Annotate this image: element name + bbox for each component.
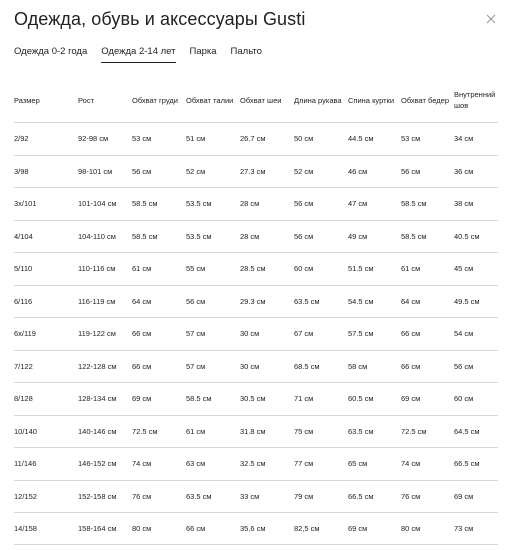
cell-waist: 51 см	[186, 123, 240, 156]
cell-neck: 33 см	[240, 480, 294, 513]
cell-inseam: 40.5 см	[454, 220, 498, 253]
cell-sleeve: 79 см	[294, 480, 348, 513]
header-hips: Обхват бедер	[401, 80, 454, 123]
cell-size: 7/122	[14, 350, 78, 383]
cell-back: 66.5 см	[348, 480, 401, 513]
table-row	[14, 448, 498, 481]
table-header-row	[14, 80, 498, 123]
cell-inseam: 60 см	[454, 383, 498, 416]
cell-inseam: 38 см	[454, 188, 498, 221]
cell-chest: 53 см	[132, 123, 186, 156]
cell-hips: 80 см	[401, 513, 454, 545]
table-row	[14, 220, 498, 253]
cell-height: 104-110 см	[78, 220, 132, 253]
cell-waist: 55 см	[186, 253, 240, 286]
table-row	[14, 123, 498, 156]
cell-waist: 53.5 см	[186, 188, 240, 221]
cell-hips: 58.5 см	[401, 188, 454, 221]
cell-sleeve: 71 см	[294, 383, 348, 416]
cell-waist: 57 см	[186, 318, 240, 351]
cell-chest: 74 см	[132, 448, 186, 481]
tab-clothing-0-2[interactable]: Одежда 0-2 года	[14, 46, 88, 57]
header-chest: Обхват груди	[132, 80, 186, 123]
cell-height: 98-101 см	[78, 155, 132, 188]
cell-hips: 74 см	[401, 448, 454, 481]
cell-inseam: 73 см	[454, 513, 498, 545]
cell-waist: 61 см	[186, 415, 240, 448]
cell-hips: 72.5 см	[401, 415, 454, 448]
cell-size: 5/110	[14, 253, 78, 286]
header-height: Рост	[78, 80, 132, 123]
cell-size: 3/98	[14, 155, 78, 188]
cell-neck: 28.5 см	[240, 253, 294, 286]
cell-inseam: 49.5 см	[454, 285, 498, 318]
cell-chest: 64 см	[132, 285, 186, 318]
cell-waist: 66 см	[186, 513, 240, 545]
cell-hips: 53 см	[401, 123, 454, 156]
cell-hips: 56 см	[401, 155, 454, 188]
cell-chest: 56 см	[132, 155, 186, 188]
cell-sleeve: 77 см	[294, 448, 348, 481]
size-table	[14, 80, 498, 545]
cell-hips: 69 см	[401, 383, 454, 416]
cell-waist: 58.5 см	[186, 383, 240, 416]
cell-hips: 64 см	[401, 285, 454, 318]
cell-hips: 76 см	[401, 480, 454, 513]
cell-height: 128-134 см	[78, 383, 132, 416]
cell-height: 122-128 см	[78, 350, 132, 383]
cell-sleeve: 50 см	[294, 123, 348, 156]
table-row	[14, 318, 498, 351]
cell-neck: 30 см	[240, 318, 294, 351]
cell-back: 49 см	[348, 220, 401, 253]
cell-back: 57.5 см	[348, 318, 401, 351]
cell-neck: 29.3 см	[240, 285, 294, 318]
cell-neck: 35.6 см	[240, 513, 294, 545]
cell-neck: 31.8 см	[240, 415, 294, 448]
cell-sleeve: 52 см	[294, 155, 348, 188]
table-row	[14, 513, 498, 545]
table-body	[14, 123, 498, 545]
cell-height: 119-122 см	[78, 318, 132, 351]
table-row	[14, 350, 498, 383]
cell-hips: 58.5 см	[401, 220, 454, 253]
cell-size: 4/104	[14, 220, 78, 253]
cell-inseam: 36 см	[454, 155, 498, 188]
header-sleeve: Длина рукава	[294, 80, 348, 123]
cell-height: 158-164 см	[78, 513, 132, 545]
cell-chest: 72.5 см	[132, 415, 186, 448]
header-inseam: Внутренний шов	[454, 80, 498, 123]
cell-size: 8/128	[14, 383, 78, 416]
cell-chest: 80 см	[132, 513, 186, 545]
header-size: Размер	[14, 80, 78, 123]
cell-chest: 58.5 см	[132, 188, 186, 221]
cell-chest: 66 см	[132, 318, 186, 351]
cell-waist: 53.5 см	[186, 220, 240, 253]
cell-inseam: 66.5 см	[454, 448, 498, 481]
cell-waist: 63 см	[186, 448, 240, 481]
cell-back: 69 см	[348, 513, 401, 545]
table-row	[14, 480, 498, 513]
page-title: Одежда, обувь и аксессуары Gusti	[14, 9, 306, 29]
cell-waist: 52 см	[186, 155, 240, 188]
size-tabs	[14, 46, 262, 63]
cell-size: 2/92	[14, 123, 78, 156]
cell-size: 10/140	[14, 415, 78, 448]
cell-sleeve: 68.5 см	[294, 350, 348, 383]
cell-back: 58 см	[348, 350, 401, 383]
cell-waist: 57 см	[186, 350, 240, 383]
tab-clothing-2-14[interactable]: Одежда 2-14 лет	[101, 46, 175, 63]
close-button[interactable]	[486, 14, 496, 24]
cell-height: 110-116 см	[78, 253, 132, 286]
cell-height: 92-98 см	[78, 123, 132, 156]
cell-back: 51.5 см	[348, 253, 401, 286]
cell-chest: 69 см	[132, 383, 186, 416]
cell-height: 116-119 см	[78, 285, 132, 318]
cell-size: 12/152	[14, 480, 78, 513]
table-row	[14, 155, 498, 188]
cell-inseam: 69 см	[454, 480, 498, 513]
header-back: Спина куртки	[348, 80, 401, 123]
header-waist: Обхват талии	[186, 80, 240, 123]
tab-parka[interactable]: Парка	[189, 46, 217, 57]
cell-back: 47 см	[348, 188, 401, 221]
header-neck: Обхват шеи	[240, 80, 294, 123]
cell-hips: 61 см	[401, 253, 454, 286]
table-row	[14, 188, 498, 221]
table-row	[14, 383, 498, 416]
table-row	[14, 253, 498, 286]
cell-neck: 27.3 см	[240, 155, 294, 188]
cell-back: 65 см	[348, 448, 401, 481]
cell-neck: 32.5 см	[240, 448, 294, 481]
cell-size: 11/146	[14, 448, 78, 481]
cell-height: 101-104 см	[78, 188, 132, 221]
cell-neck: 28 см	[240, 220, 294, 253]
cell-size: 6x/119	[14, 318, 78, 351]
table-row	[14, 415, 498, 448]
cell-sleeve: 82,5 см	[294, 513, 348, 545]
cell-hips: 66 см	[401, 318, 454, 351]
cell-back: 63.5 см	[348, 415, 401, 448]
tab-coat[interactable]: Пальто	[230, 46, 262, 57]
cell-back: 46 см	[348, 155, 401, 188]
cell-height: 140-146 см	[78, 415, 132, 448]
cell-size: 14/158	[14, 513, 78, 545]
cell-height: 146-152 см	[78, 448, 132, 481]
cell-neck: 26.7 см	[240, 123, 294, 156]
table-row	[14, 285, 498, 318]
cell-waist: 63.5 см	[186, 480, 240, 513]
cell-size: 3x/101	[14, 188, 78, 221]
cell-neck: 30.5 см	[240, 383, 294, 416]
cell-sleeve: 56 см	[294, 220, 348, 253]
cell-back: 44.5 см	[348, 123, 401, 156]
cell-chest: 66 см	[132, 350, 186, 383]
cell-hips: 66 см	[401, 350, 454, 383]
cell-inseam: 34 см	[454, 123, 498, 156]
cell-inseam: 45 см	[454, 253, 498, 286]
cell-sleeve: 67 см	[294, 318, 348, 351]
cell-inseam: 54 см	[454, 318, 498, 351]
cell-neck: 28 см	[240, 188, 294, 221]
cell-height: 152-158 см	[78, 480, 132, 513]
cell-size: 6/116	[14, 285, 78, 318]
cell-sleeve: 56 см	[294, 188, 348, 221]
cell-sleeve: 60 см	[294, 253, 348, 286]
cell-inseam: 64.5 см	[454, 415, 498, 448]
cell-chest: 58.5 см	[132, 220, 186, 253]
cell-waist: 56 см	[186, 285, 240, 318]
cell-chest: 61 см	[132, 253, 186, 286]
cell-back: 60.5 см	[348, 383, 401, 416]
cell-back: 54.5 см	[348, 285, 401, 318]
cell-neck: 30 см	[240, 350, 294, 383]
cell-inseam: 56 см	[454, 350, 498, 383]
cell-sleeve: 63.5 см	[294, 285, 348, 318]
cell-sleeve: 75 см	[294, 415, 348, 448]
cell-chest: 76 см	[132, 480, 186, 513]
close-icon	[486, 14, 496, 24]
